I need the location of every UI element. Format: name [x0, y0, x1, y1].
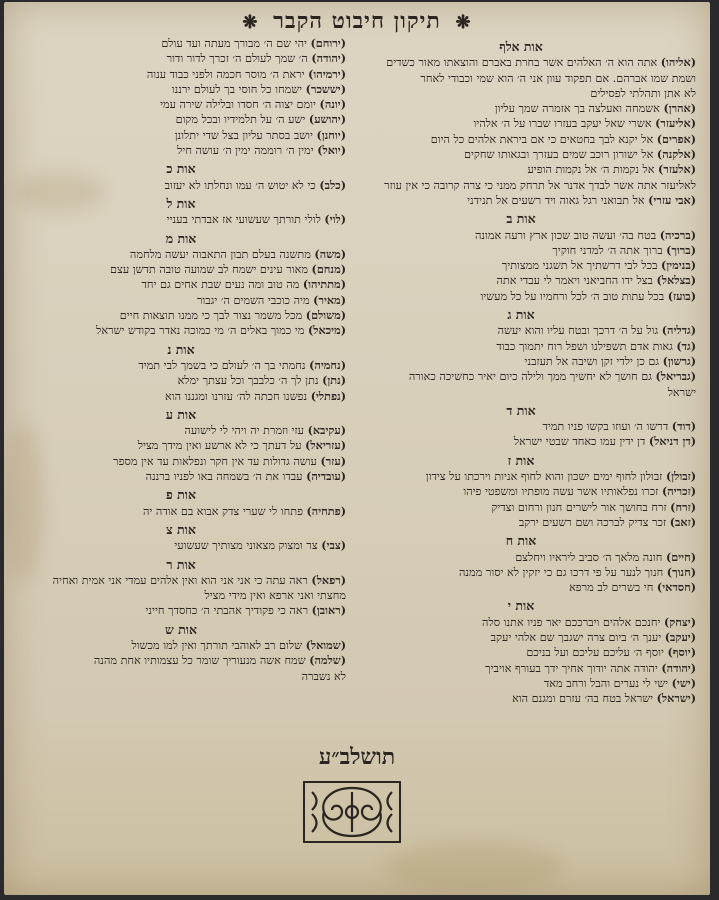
- name-tag: (עזריאל): [305, 438, 346, 453]
- name-tag: (דן דניאל): [648, 434, 696, 449]
- verse-line: [16, 358, 346, 373]
- section-heading: אות י: [507, 598, 535, 614]
- page-title: [4, 8, 710, 34]
- section-heading: אות ב: [506, 211, 536, 227]
- verse-text: לא נשברה: [301, 669, 346, 683]
- verse-text: אל ישורון רוכב שמים בעזרך ובגאותו שחקים: [463, 148, 654, 162]
- verse-text: נתן לך ה׳ כלבבך וכל עצתך ימלא: [177, 374, 319, 388]
- name-tag: (גבריאל): [655, 369, 696, 384]
- verse-text: מחצתי ואני ארפא ואין מידי מציל: [204, 589, 346, 603]
- name-tag: (ישראל): [656, 691, 696, 706]
- verse-line: [16, 51, 346, 66]
- verse-text: יחנכם אלהים ויברככם יאר פניו אתנו סלה: [482, 615, 661, 629]
- name-tag: (אהרן): [663, 101, 696, 116]
- name-tag: (רפאל): [311, 572, 346, 587]
- verse-line: [346, 116, 696, 131]
- name-tag: (גרשון): [662, 353, 696, 368]
- verse-text: יוסף ה׳ עליכם עליכם ועל בניכם: [526, 646, 664, 660]
- verse-text: נפשנו חכתה לה׳ עזרנו ומגננו הוא: [165, 389, 308, 403]
- section-heading: אות נ: [167, 341, 195, 357]
- verse-text: בטח בה׳ ועשה טוב שכון ארץ ורעה אמונה: [474, 228, 657, 242]
- name-tag: (בועז): [667, 288, 696, 303]
- right-column: [346, 36, 696, 706]
- verse-text: ישי לי נערים והבל ורחב מאד: [543, 676, 669, 690]
- verse-text: אשרי שאל יעקב בעזרו שברו על ה׳ אלהיו: [473, 117, 652, 131]
- verse-text: בכל לבי דרשתיך אל תשגני ממצותיך: [501, 259, 658, 273]
- verse-text: ה׳ שמך לעולם ה׳ זכרך לדור ודור: [166, 52, 308, 66]
- name-tag: (זכריה): [661, 484, 696, 499]
- name-tag: (בצלאל): [656, 273, 696, 288]
- verse-text: בכל עתות טוב ה׳ לכל ורחמיו על כל מעשיו: [480, 289, 665, 303]
- verse-text: אשמחה ואעלצה בך אזמרה שמך עליון: [494, 102, 660, 116]
- verse-line: [346, 132, 696, 147]
- verse-line: [16, 469, 346, 484]
- verse-text: דרשו ה׳ ועוזו בקשו פניו תמיד: [542, 420, 669, 434]
- verse-line: [346, 550, 696, 565]
- section-heading: אות מ: [165, 230, 197, 246]
- verse-text: ברוך אתה ה׳ למדני חוקיך: [552, 243, 663, 257]
- verse-text: צר ומצוק מצאוני מצותיך שעשועי: [174, 539, 318, 553]
- section-heading: אות ד: [506, 402, 536, 418]
- verse-line: [346, 691, 696, 706]
- name-tag: (אבי עזרי): [648, 192, 696, 207]
- name-tag: (חנוך): [666, 564, 696, 579]
- name-tag: (עזר): [320, 453, 346, 468]
- name-tag: (יצחק): [664, 614, 696, 629]
- verse-text: זרח בחושך אור לישרים חנון ורחום וצדיק: [491, 500, 667, 514]
- verse-line: [16, 178, 346, 193]
- left-column: [16, 36, 346, 684]
- verse-text: ישמחו כל חוסי בך לעולם ירננו: [171, 82, 303, 96]
- name-tag: (בנימין): [661, 258, 696, 273]
- verse-line: [16, 293, 346, 308]
- verse-text: מכל משמר נצור לבך כי ממנו תוצאות חיים: [119, 309, 303, 323]
- verse-text: שלום רב לאוהבי תורתך ואין למו מכשול: [131, 638, 303, 652]
- name-tag: (יהושע): [308, 112, 346, 127]
- verse-text: גם כן ילדי זקן ושיבה אל תעזבני: [524, 354, 660, 368]
- title-text: תיקון חיבוט הקבר: [273, 8, 441, 34]
- verse-text: מאור עינים ישמח לב שמועה טובה תדשן עצם: [110, 263, 308, 277]
- verse-text: עושה גדולות עד אין חקר ונפלאות עד אין מספר: [113, 454, 317, 468]
- verse-line: [346, 661, 696, 676]
- title-ornament-icon: ❋: [455, 12, 472, 33]
- name-tag: (שלמה): [309, 653, 346, 668]
- verse-line: [346, 55, 696, 70]
- section-heading: אות כ: [166, 161, 196, 177]
- verse-line: [16, 128, 346, 143]
- verse-text: על דעתך כי לא ארשע ואין מידך מציל: [137, 439, 302, 453]
- name-tag: (ישי): [671, 675, 696, 690]
- verse-line: [346, 86, 696, 101]
- name-tag: (יעקב): [664, 629, 696, 644]
- verse-line: [16, 438, 346, 453]
- verse-line: [16, 67, 346, 82]
- verse-line: [346, 193, 696, 208]
- verse-line: [346, 676, 696, 691]
- verse-text: לולי תורתך שעשועי אז אבדתי בעניי: [166, 213, 321, 227]
- verse-line: [346, 339, 696, 354]
- verse-text: ראה כי פקודיך אהבתי ה׳ כחסדך חייני: [145, 604, 309, 618]
- verse-text: עבדו את ה׳ בשמחה באו לפניו ברננה: [145, 470, 303, 484]
- name-tag: (מיכאל): [307, 323, 346, 338]
- verse-text: זכרו נפלאותיו אשר עשה מופתיו ומשפטי פיהו: [463, 485, 659, 499]
- verse-text: בצל ידו החביאני ויאמר לי עבדי אתה: [496, 274, 653, 288]
- name-tag: (גד): [676, 338, 696, 353]
- verse-text: יראת ה׳ מוסר חכמה ולפני כבוד ענוה: [146, 67, 305, 81]
- verse-line: [346, 147, 696, 162]
- section-heading: אות ע: [165, 406, 197, 422]
- verse-line: [16, 262, 346, 277]
- section-heading: אות צ: [166, 521, 196, 537]
- name-tag: (לוי): [324, 212, 346, 227]
- name-tag: (יוסף): [667, 645, 696, 660]
- section-heading: אות ר: [166, 556, 196, 572]
- name-tag: (נתן): [322, 373, 346, 388]
- verse-line: [16, 97, 346, 112]
- verse-text: אל יקנא לבך בחטאים כי אם ביראת אלהים כל היום: [430, 132, 654, 146]
- section-heading: אות אלף: [499, 39, 543, 54]
- name-tag: (יונה): [319, 97, 346, 112]
- name-tag: (גדליה): [661, 323, 696, 338]
- name-tag: (זאב): [669, 514, 696, 529]
- name-tag: (אלקנה): [656, 147, 696, 162]
- verse-line: [346, 385, 696, 400]
- verse-line: [16, 454, 346, 469]
- verse-text: חונה מלאך ה׳ סביב ליראיו ויחלצם: [515, 550, 663, 564]
- section-heading: אות ז: [507, 452, 535, 468]
- verse-line: [16, 323, 346, 338]
- verse-line: [16, 638, 346, 653]
- verse-text: גאות אדם תשפילנו ושפל רוח יתמוך כבוד: [496, 339, 673, 353]
- verse-line: [346, 500, 696, 515]
- verse-text: לאליעזר אתה אשר לבדך אדנר אל תרחק ממני כי צרה קרובה כי אין עוזר: [384, 178, 696, 192]
- verse-line: [346, 645, 696, 660]
- verse-text: חי בשרים לב מרפא: [569, 581, 654, 595]
- name-tag: (כלב): [319, 177, 346, 192]
- name-tag: (עקיבא): [307, 423, 346, 438]
- section-heading: אות ש: [164, 621, 198, 637]
- verse-text: אתה הוא ה׳ האלהים אשר בחרת באברם והוצאתו מאור כשדים: [386, 56, 658, 70]
- verse-line: [346, 565, 696, 580]
- name-tag: (יואל): [317, 143, 346, 158]
- verse-text: חנוך לנער על פי דרכו גם כי יזקין לא יסור ממנה: [458, 565, 664, 579]
- verse-text: זכר צדיק לברכה ושם רשעים ירקב: [518, 515, 667, 529]
- verse-text: יענך ה׳ ביום צרה ישגבך שם אלהי יעקב: [490, 630, 662, 644]
- name-tag: (זרח): [670, 499, 696, 514]
- verse-text: ימין ה׳ רוממה ימין ה׳ עושה חיל: [177, 144, 314, 158]
- verse-line: [16, 373, 346, 388]
- printer-ornament-icon: [302, 780, 402, 844]
- verse-line: [346, 323, 696, 338]
- verse-line: [346, 258, 696, 273]
- name-tag: (מנחם): [311, 262, 346, 277]
- name-tag: (נפתלי): [310, 388, 346, 403]
- verse-text: ישראל: [667, 385, 696, 399]
- name-tag: (יהודה): [311, 51, 346, 66]
- name-tag: (פתחיה): [306, 503, 346, 518]
- name-tag: (אפרים): [656, 131, 696, 146]
- name-tag: (נחמיה): [309, 357, 346, 372]
- name-tag: (צבי): [321, 538, 346, 553]
- verse-line: [346, 101, 696, 116]
- verse-line: [346, 630, 696, 645]
- verse-line: [16, 423, 346, 438]
- name-tag: (ירמיהו): [308, 66, 346, 81]
- verse-line: [346, 354, 696, 369]
- verse-text: ישראל בטח בה׳ עזרם ומגנם הוא: [512, 692, 654, 706]
- verse-text: שמח אשה מנעוריך שומר כל עצמותיו אחת מהנה: [93, 654, 306, 668]
- verse-line: [346, 228, 696, 243]
- verse-line: [346, 615, 696, 630]
- verse-line: [16, 504, 346, 519]
- title-ornament-icon: ❋: [242, 12, 259, 33]
- name-tag: (ברכיה): [659, 227, 696, 242]
- verse-text: יהי שם ה׳ מבורך מעתה ועד עולם: [161, 37, 307, 50]
- verse-line: [346, 243, 696, 258]
- year-word: תושלב״ע: [318, 744, 396, 770]
- name-tag: (משה): [314, 246, 346, 261]
- verse-line: [16, 588, 346, 603]
- verse-line: [16, 143, 346, 158]
- verse-line: [346, 71, 696, 86]
- verse-line: [16, 308, 346, 323]
- verse-line: [16, 669, 346, 684]
- verse-line: [16, 603, 346, 618]
- verse-text: מה טוב ומה נעים שבת אחים גם יחד: [141, 278, 300, 292]
- verse-text: גם חושך לא יחשיך ממך ולילה כיום יאיר כחשיכה כאורה: [408, 370, 652, 384]
- name-tag: (ירוחם): [310, 36, 346, 50]
- section-heading: אות ג: [507, 307, 535, 323]
- verse-line: [16, 277, 346, 292]
- verse-line: [16, 573, 346, 588]
- name-tag: (חסדאי): [656, 580, 696, 595]
- verse-text: מתשנה בעלם תבון התאבוה יעשה מלחמה: [129, 247, 311, 261]
- document-page: [4, 2, 710, 895]
- verse-line: [346, 178, 696, 193]
- name-tag: (אליהו): [660, 55, 696, 70]
- verse-text: אל נקמות ה׳ אל נקמות הופיע: [527, 163, 655, 177]
- verse-line: [16, 247, 346, 262]
- verse-text: ישע ה׳ על תלמידיו ובכל מקום: [175, 113, 306, 127]
- verse-text: דן ידין עמו כאחד שבטי ישראל: [513, 435, 646, 449]
- name-tag: (יוחנן): [316, 127, 346, 142]
- verse-text: עזי וזמרת יה ויהי לי לישועה: [184, 424, 305, 438]
- verse-text: לא אתן ותהלתי לפסילים: [590, 86, 696, 100]
- verse-line: [16, 212, 346, 227]
- verse-text: יושב בסתר עליון בצל שדי יתלונן: [174, 128, 313, 142]
- verse-text: ושמת שמו אברהם. אם תפקוד עוון אני ה׳ הוא שמי וכבודי לאחר: [420, 71, 696, 85]
- section-heading: אות ח: [505, 533, 537, 549]
- name-tag: (מאיר): [313, 292, 346, 307]
- section-heading: אות פ: [166, 487, 196, 503]
- name-tag: (זבולן): [665, 469, 696, 484]
- verse-text: יומם יצוה ה׳ חסדו ובלילה שירה עמי: [160, 98, 316, 112]
- verse-text: זבולון לחוף ימים ישכון והוא לחוף אניות וירכתו על צידון: [425, 470, 663, 484]
- verse-line: [16, 112, 346, 127]
- verse-line: [346, 369, 696, 384]
- verse-text: פתחו לי שערי צדק אבוא בם אודה יה: [143, 504, 303, 518]
- verse-line: [16, 36, 346, 51]
- name-tag: (משולם): [305, 308, 346, 323]
- verse-line: [346, 162, 696, 177]
- section-heading: אות ל: [166, 195, 196, 211]
- verse-line: [346, 419, 696, 434]
- verse-text: כי לא יטוש ה׳ עמו ונחלתו לא יעזוב: [164, 178, 316, 192]
- verse-line: [346, 289, 696, 304]
- verse-line: [346, 469, 696, 484]
- name-tag: (חיים): [665, 549, 696, 564]
- verse-text: ראה עתה כי אני אני הוא ואין אלהים עמדי אני אמית ואחיה: [52, 573, 308, 587]
- verse-line: [346, 515, 696, 530]
- verse-text: אל תבואני רגל גאוה ויד רשעים אל תנידני: [467, 193, 645, 207]
- verse-line: [346, 580, 696, 595]
- name-tag: (יהודה): [661, 660, 696, 675]
- name-tag: (ראובן): [311, 603, 346, 618]
- verse-line: [346, 484, 696, 499]
- name-tag: (שמואל): [305, 637, 346, 652]
- verse-text: גול על ה׳ דרכך ובטח עליו והוא יעשה: [497, 324, 659, 338]
- verse-line: [16, 538, 346, 553]
- verse-line: [16, 653, 346, 668]
- name-tag: (יששכר): [305, 81, 346, 96]
- verse-line: [346, 273, 696, 288]
- verse-line: [16, 82, 346, 97]
- verse-text: יהודה אתה יודוך אחיך ידך בעורף אויביך: [485, 661, 658, 675]
- name-tag: (אלעזר): [658, 162, 696, 177]
- name-tag: (אליעזר): [655, 116, 696, 131]
- verse-line: [346, 434, 696, 449]
- verse-text: מי כמוך באלים ה׳ מי כמוכה נאדר בקודש ישראל: [96, 324, 305, 338]
- name-tag: (עובדיה): [306, 469, 346, 484]
- name-tag: (מתתיהו): [302, 277, 346, 292]
- name-tag: (ברוך): [666, 242, 696, 257]
- verse-line: [16, 389, 346, 404]
- verse-text: מיה כוכבי השמים ה׳ יגבור: [196, 293, 310, 307]
- name-tag: (דוד): [671, 419, 696, 434]
- verse-text: נחמתי בך ה׳ לעולם כי בשמך לבי תמיד: [138, 358, 306, 372]
